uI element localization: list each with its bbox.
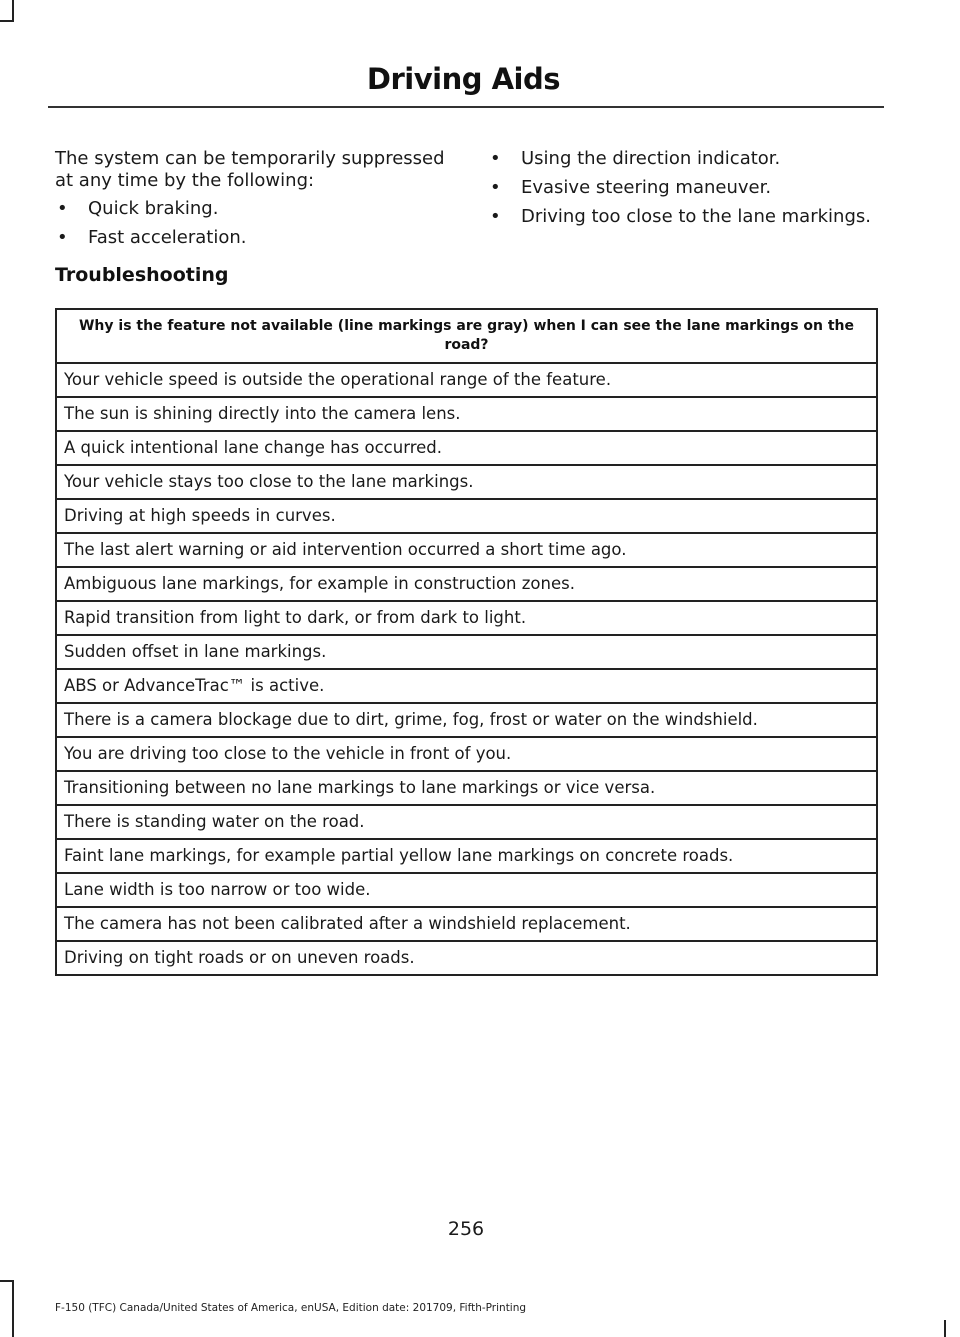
- table-cell: The last alert warning or aid intervention occurred a short time ago.: [56, 533, 877, 567]
- intro-column-right: [488, 148, 908, 235]
- table-row: [56, 771, 877, 805]
- table-cell: Ambiguous lane markings, for example in construction zones.: [56, 567, 877, 601]
- list-item: • Using the direction indicator.: [488, 148, 908, 170]
- troubleshooting-table: [55, 308, 878, 976]
- table-row: [56, 431, 877, 465]
- table-header-row: [56, 309, 877, 363]
- table-row: [56, 601, 877, 635]
- crop-mark-bottom-right: [944, 1320, 946, 1337]
- crop-mark-bottom-left: [12, 1280, 14, 1337]
- table-row: [56, 397, 877, 431]
- footer-edition-info: F-150 (TFC) Canada/United States of America, enUSA, Edition date: 201709, Fifth-Printing: [55, 1302, 527, 1314]
- table-cell: Transitioning between no lane markings to lane markings or vice versa.: [56, 771, 877, 805]
- table-cell: The sun is shining directly into the camera lens.: [56, 397, 877, 431]
- crop-mark-bottom-left: [0, 1280, 14, 1282]
- table-cell: Faint lane markings, for example partial yellow lane markings on concrete roads.: [56, 839, 877, 873]
- bullet-list-right: [488, 148, 908, 228]
- table-row: [56, 873, 877, 907]
- intro-column-left: [55, 148, 455, 256]
- table-row: [56, 703, 877, 737]
- table-row: [56, 363, 877, 397]
- table-cell: ABS or AdvanceTrac™ is active.: [56, 669, 877, 703]
- table-cell: Your vehicle stays too close to the lane markings.: [56, 465, 877, 499]
- table-row: [56, 499, 877, 533]
- table-row: [56, 465, 877, 499]
- header-divider: [48, 106, 884, 108]
- bullet-list-left: [55, 198, 455, 249]
- table-header-cell: Why is the feature not available (line markings are gray) when I can see the lane markings on the road?: [56, 309, 877, 363]
- crop-mark-top-left: [12, 0, 14, 22]
- list-item: • Evasive steering maneuver.: [488, 177, 908, 199]
- table-cell: You are driving too close to the vehicle in front of you.: [56, 737, 877, 771]
- table-row: [56, 669, 877, 703]
- table-cell: There is a camera blockage due to dirt, grime, fog, frost or water on the windshield.: [56, 703, 877, 737]
- table-cell: Sudden offset in lane markings.: [56, 635, 877, 669]
- table-row: [56, 907, 877, 941]
- table-cell: Lane width is too narrow or too wide.: [56, 873, 877, 907]
- page-number: 256: [447, 1218, 485, 1240]
- table-row: [56, 533, 877, 567]
- list-item: • Fast acceleration.: [55, 227, 455, 249]
- table-cell: Driving on tight roads or on uneven roads.: [56, 941, 877, 975]
- intro-paragraph: The system can be temporarily suppressed at any time by the following:: [55, 148, 445, 191]
- table-row: [56, 941, 877, 975]
- table-row: [56, 805, 877, 839]
- table-cell: A quick intentional lane change has occurred.: [56, 431, 877, 465]
- table-cell: The camera has not been calibrated after a windshield replacement.: [56, 907, 877, 941]
- table-row: [56, 635, 877, 669]
- page-title: Driving Aids: [366, 62, 560, 96]
- section-heading: Troubleshooting: [55, 264, 229, 286]
- table-cell: Driving at high speeds in curves.: [56, 499, 877, 533]
- table-row: [56, 839, 877, 873]
- crop-mark-top-left: [0, 20, 14, 22]
- list-item: • Driving too close to the lane markings.: [488, 206, 908, 228]
- table-cell: Rapid transition from light to dark, or from dark to light.: [56, 601, 877, 635]
- table-row: [56, 737, 877, 771]
- list-item: • Quick braking.: [55, 198, 455, 220]
- table-cell: There is standing water on the road.: [56, 805, 877, 839]
- table-row: [56, 567, 877, 601]
- table-cell: Your vehicle speed is outside the operational range of the feature.: [56, 363, 877, 397]
